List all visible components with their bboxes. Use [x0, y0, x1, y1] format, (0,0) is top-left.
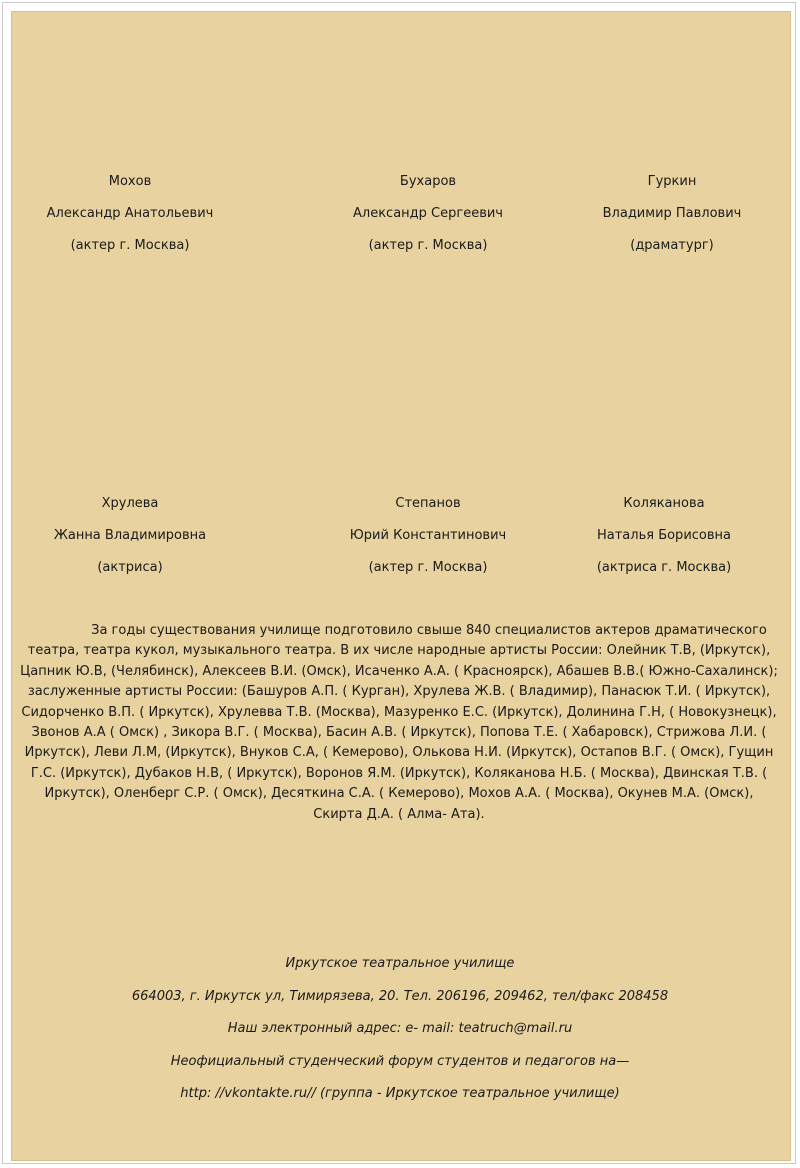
person-surname: Гуркин	[647, 174, 697, 189]
graduates-paragraph	[20, 621, 778, 825]
person-name: Жанна Владимировна	[53, 528, 207, 543]
person-name: Наталья Борисовна	[596, 528, 731, 543]
person-card-khruleva	[32, 488, 228, 584]
person-card-bukharov	[330, 166, 526, 262]
email-line: Наш электронный адрес: е- mail: teatruch@mail.ru	[227, 1021, 573, 1036]
person-name: Александр Сергеевич	[353, 206, 503, 221]
person-surname: Степанов	[395, 496, 461, 511]
person-card-stepanov	[330, 488, 526, 584]
person-role: (актер г. Москва)	[368, 560, 488, 575]
person-card-mokhov	[32, 166, 228, 262]
graduates-paragraph-text: За годы существования училище подготовило свыше 840 специалистов актеров драматического театра, театра кукол, музыкального театра. В их числе народные артисты России: Олейник Т.В, (Иркутск), Цапник Ю.В, (Челябинск), Алексеев В.И. (Омск), Исаченко А.А. ( Красноярск), Абашев В.В.( Южно-Сахалинск); заслуженные артисты России: (Башуров А.П. ( Курган), Хрулева Ж.В. ( Владимир), Панасюк Т.И. ( Иркутск), Сидорченко В.П. ( Иркутск), Хрулевва Т.В. (Москва), Мазуренко Е.С. (Иркутск), Долинина Г.Н, ( Новокузнецк), Звонов А.А ( Омск) , Зикора В.Г. ( Москва), Басин А.В. ( Иркутск), Попова Т.Е. ( Хабаровск), Стрижова Л.И. ( Иркутск), Леви Л.М, (Иркутск), Внуков С.А, ( Кемерово), Олькова Н.И. (Иркутск), Остапов В.Г. ( Омск), Гущин Г.С. (Иркутск), Дубаков Н.В, ( Иркутск), Воронов Я.М. (Иркутск), Коляканова Н.Б. ( Москва), Двинская Т.В. ( Иркутск), Оленберг С.Р. ( Омск), Десяткина С.А. ( Кемерово), Мохов А.А. ( Москва), Окунев М.А. (Омск), Скирта Д.А. ( Алма- Ата).	[20, 623, 778, 822]
person-role: (актриса г. Москва)	[596, 560, 732, 575]
school-name: Иркутское театральное училище	[285, 956, 515, 971]
forum-link[interactable]: http: //vkontakte.ru// (группа - Иркутское театральное училище)	[180, 1086, 620, 1101]
school-address: 664003, г. Иркутск ул, Тимирязева, 20. Тел. 206196, 209462, тел/факс 208458	[131, 988, 669, 1004]
person-name: Владимир Павлович	[602, 206, 742, 221]
person-surname: Хрулева	[101, 496, 159, 511]
person-card-kolyakanova	[566, 488, 762, 584]
person-surname: Коляканова	[623, 496, 705, 511]
person-role: (драматург)	[630, 238, 714, 253]
person-name: Юрий Константинович	[349, 528, 507, 543]
forum-line: Неофициальный студенческий форум студентов и педагогов на—	[170, 1053, 630, 1069]
person-role: (актер г. Москва)	[368, 238, 488, 253]
person-surname: Мохов	[108, 174, 152, 189]
contact-footer	[11, 948, 789, 1111]
person-name: Александр Анатольевич	[46, 206, 214, 221]
person-card-gurkin	[574, 166, 770, 262]
person-role: (актер г. Москва)	[70, 238, 190, 253]
person-role: (актриса)	[97, 560, 163, 575]
person-surname: Бухаров	[399, 174, 457, 189]
